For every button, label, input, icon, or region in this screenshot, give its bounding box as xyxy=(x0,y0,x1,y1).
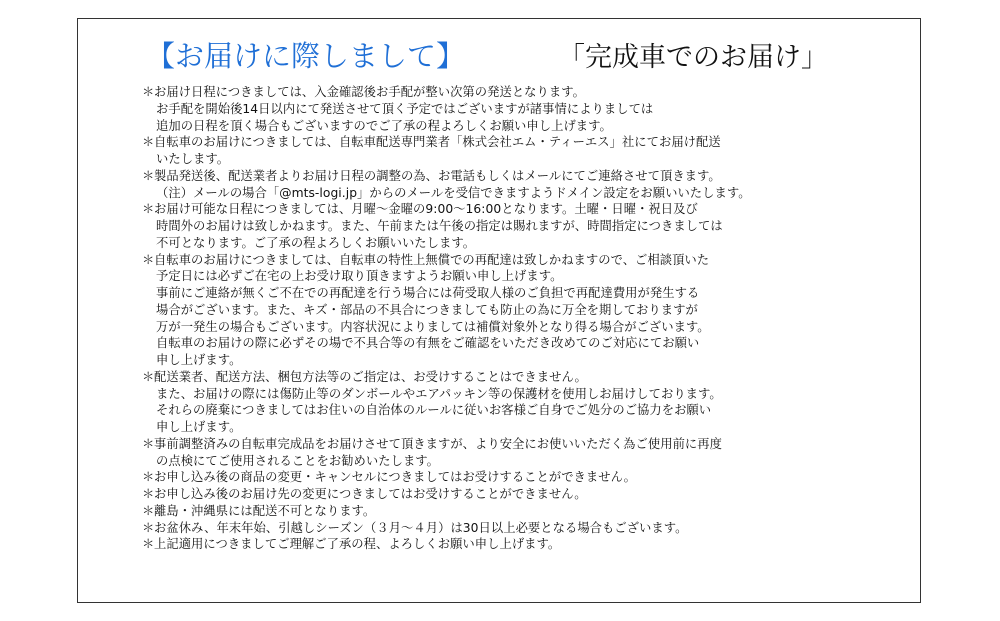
note-line xyxy=(142,252,902,269)
note-line xyxy=(142,84,902,101)
note-line xyxy=(142,520,902,537)
bullet-mark: ＊ xyxy=(142,252,155,267)
note-text: 離島・沖縄県には配送不可となります。 xyxy=(154,503,376,518)
bullet-mark: ＊ xyxy=(142,369,155,384)
note-line xyxy=(142,503,902,520)
bullet-mark: ＊ xyxy=(142,85,155,99)
note-text: 追加の日程を頂く場合もございますのでご了承の程よろしくお願い申し上げます。 xyxy=(156,118,612,133)
note-text: （注）メールの場合「@mts-logi.jp」からのメールを受信できますようドメイン設定をお願いいたします。 xyxy=(156,185,751,200)
note-line xyxy=(142,285,902,302)
note-text: 場合がございます。また、キズ・部品の不具合につきましても防止の為に万全を期しておりますが xyxy=(156,302,698,317)
note-text: お届け可能な日程につきましては、月曜～金曜の9:00～16:00となります。土曜・日曜・祝日及び xyxy=(154,202,698,217)
note-line xyxy=(142,419,902,436)
note-text: 予定日には必ずご在宅の上お受け取り頂きますようお願い申し上げます。 xyxy=(156,269,563,284)
note-text: いたします。 xyxy=(156,152,230,166)
note-line xyxy=(142,352,902,369)
note-line xyxy=(142,118,902,135)
notes-list xyxy=(142,84,902,553)
bullet-mark: ＊ xyxy=(142,202,155,217)
note-line xyxy=(142,319,902,336)
bullet-mark: ＊ xyxy=(142,470,155,485)
notice-subtitle: 「完成車でのお届け」 xyxy=(558,42,828,73)
note-text: 時間外のお届けは致しかねます。また、午前または午後の指定は賜れますが、時間指定につきましては xyxy=(156,219,723,233)
note-text: 事前調整済みの自転車完成品をお届けさせて頂きますが、より安全にお使いいただく為ご使用前に再度 xyxy=(154,436,722,451)
note-text: お届け日程につきましては、入金確認後お手配が整い次第の発送となります。 xyxy=(154,85,585,99)
note-text: 配送業者、配送方法、梱包方法等のご指定は、お受けすることはできません。 xyxy=(154,369,587,384)
note-line xyxy=(142,536,902,553)
note-line xyxy=(142,453,902,470)
note-text: また、お届けの際には傷防止等のダンボールやエアパッキン等の保護材を使用しお届けしております。 xyxy=(156,386,722,401)
note-line xyxy=(142,235,902,252)
note-line xyxy=(142,302,902,319)
note-line xyxy=(142,486,902,503)
note-text: お手配を開始後14日以内にて発送させて頂く予定ではございますが諸事情によりましては xyxy=(156,101,654,116)
note-line xyxy=(142,101,902,118)
note-text: 自転車のお届けにつきましては、自転車配送専門業者「株式会社エム・ティーエス」社にてお届け配送 xyxy=(154,135,721,150)
note-text: 自転車のお届けにつきましては、自転車の特性上無償での再配達は致しかねますので、ご相談頂いた xyxy=(154,252,710,267)
note-line xyxy=(142,168,902,185)
note-text: お申し込み後の商品の変更・キャンセルにつきましてはお受けすることができません。 xyxy=(154,470,637,485)
note-text: お申し込み後のお届け先の変更につきましてはお受けすることができません。 xyxy=(154,487,587,501)
bullet-mark: ＊ xyxy=(142,520,155,535)
note-text: 申し上げます。 xyxy=(156,353,242,367)
bullet-mark: ＊ xyxy=(142,487,155,501)
note-line xyxy=(142,469,902,486)
note-line xyxy=(142,134,902,151)
note-text: の点検にてご使用されることをお勧めいたします。 xyxy=(156,453,439,468)
bullet-mark: ＊ xyxy=(142,503,155,518)
note-line xyxy=(142,185,902,202)
note-line xyxy=(142,402,902,419)
bullet-mark: ＊ xyxy=(142,135,155,150)
note-line xyxy=(142,436,902,453)
bullet-mark: ＊ xyxy=(142,436,155,451)
note-text: 不可となります。ご了承の程よろしくお願いいたします。 xyxy=(156,235,476,250)
note-line xyxy=(142,218,902,235)
note-line xyxy=(142,369,902,386)
note-line xyxy=(142,201,902,218)
note-line xyxy=(142,151,902,168)
bullet-mark: ＊ xyxy=(142,537,155,552)
note-text: 上記適用につきましてご理解ご了承の程、よろしくお願い申し上げます。 xyxy=(154,537,561,552)
note-text: 製品発送後、配送業者よりお届け日程の調整の為、お電話もしくはメールにてご連絡させて頂きます。 xyxy=(154,168,721,183)
notice-title: 【お届けに際しまして】 xyxy=(146,39,466,73)
note-line xyxy=(142,268,902,285)
note-line xyxy=(142,335,902,352)
note-text: 自転車のお届けの際に必ずその場で不具合等の有無をご確認をいただき改めてのご対応にてお願い xyxy=(156,336,700,351)
note-text: 事前にご連絡が無くご不在での再配達を行う場合には荷受取人様のご負担で再配達費用が発生する xyxy=(156,286,700,300)
note-text: 万が一発生の場合もございます。内容状況によりましては補償対象外となり得る場合がございます。 xyxy=(156,319,710,334)
note-line xyxy=(142,386,902,403)
bullet-mark: ＊ xyxy=(142,168,155,183)
note-text: それらの廃棄につきましてはお住いの自治体のルールに従いお客様ご自身でご処分のご協力をお願い xyxy=(156,403,712,418)
note-text: お盆休み、年末年始、引越しシーズン（３月～４月）は30日以上必要となる場合もございます。 xyxy=(154,520,688,535)
note-text: 申し上げます。 xyxy=(156,420,242,434)
